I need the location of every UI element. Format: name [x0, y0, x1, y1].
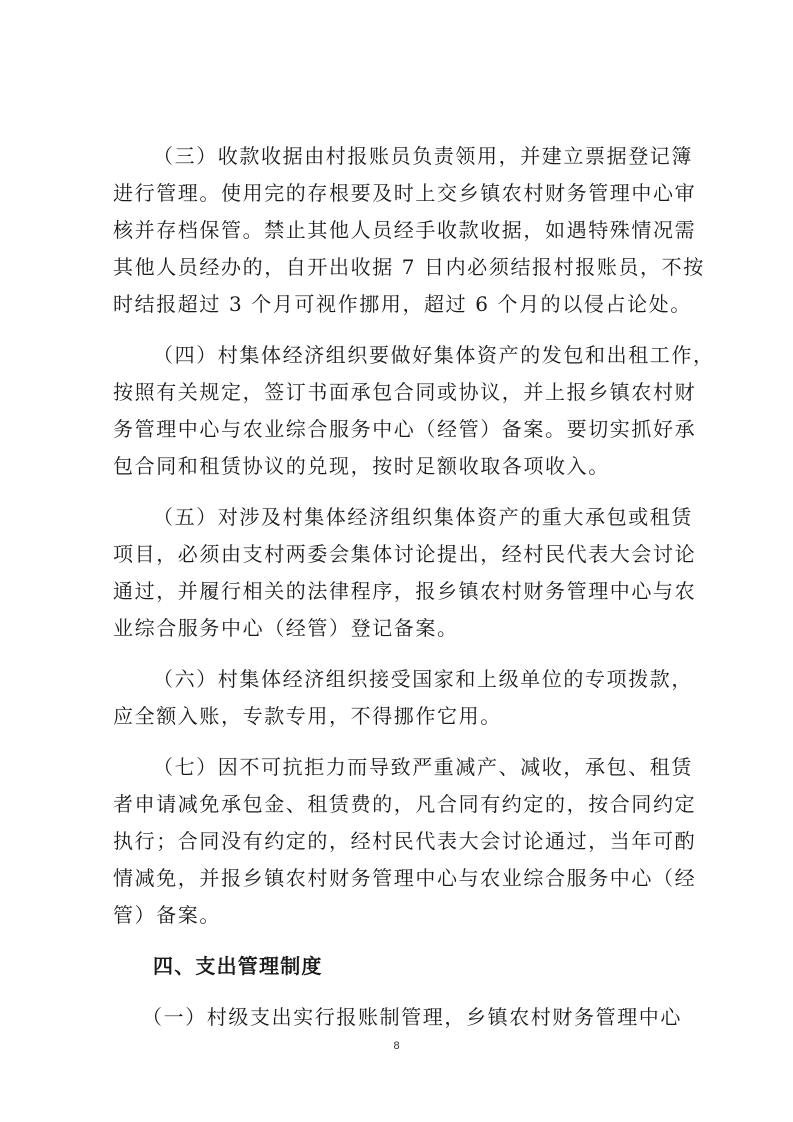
- paragraph-7-line-2: 者申请减免承包金、租赁费的，凡合同有约定的，按合同约定: [113, 792, 697, 816]
- paragraph-7-line-3: 执行；合同没有约定的，经村民代表大会讨论通过，当年可酌: [113, 829, 697, 853]
- paragraph-4-line-2: 按照有关规定，签订书面承包合同或协议，并上报乡镇农村财: [113, 380, 697, 404]
- paragraph-7-line-4: 情减免，并报乡镇农村财务管理中心与农业综合服务中心（经: [113, 866, 697, 890]
- paragraph-3-line-2: 进行管理。使用完的存根要及时上交乡镇农村财务管理中心审: [113, 181, 697, 205]
- section-heading: 四、支出管理制度: [153, 954, 323, 978]
- paragraph-6-line-1: （六）村集体经济组织接受国家和上级单位的专项拨款，: [153, 667, 693, 691]
- paragraph-7-line-1: （七）因不可抗拒力而导致严重减产、减收，承包、租赁: [153, 755, 693, 779]
- paragraph-3-line-5: 时结报超过 3 个月可视作挪用，超过 6 个月的以侵占论处。: [113, 292, 692, 316]
- paragraph-5-line-3: 通过，并履行相关的法律程序，报乡镇农村财务管理中心与农: [113, 579, 697, 603]
- paragraph-3-line-3: 核并存档保管。禁止其他人员经手收款收据，如遇特殊情况需: [113, 218, 697, 242]
- paragraph-5-line-4: 业综合服务中心（经管）登记备案。: [113, 616, 459, 640]
- paragraph-5-line-1: （五）对涉及村集体经济组织集体资产的重大承包或租赁: [153, 505, 693, 529]
- paragraph-6-line-2: 应全额入账，专款专用，不得挪作它用。: [113, 704, 502, 728]
- paragraph-5-line-2: 项目，必须由支村两委会集体讨论提出，经村民代表大会讨论: [113, 542, 697, 566]
- paragraph-3-line-1: （三）收款收据由村报账员负责领用，并建立票据登记簿: [153, 144, 693, 168]
- page-number: 8: [393, 1040, 400, 1052]
- paragraph-4-line-4: 包合同和租赁协议的兑现，按时足额收取各项收入。: [113, 454, 610, 478]
- paragraph-3-line-4: 其他人员经办的，自开出收据 7 日内必须结报村报账员，不按: [113, 255, 705, 279]
- paragraph-4-line-1: （四）村集体经济组织要做好集体资产的发包和出租工作，: [153, 343, 715, 367]
- section-paragraph-1-line-1: （一）村级支出实行报账制管理，乡镇农村财务管理中心: [142, 1005, 682, 1029]
- paragraph-4-line-3: 务管理中心与农业综合服务中心（经管）备案。要切实抓好承: [113, 417, 697, 441]
- paragraph-7-line-5: 管）备案。: [113, 903, 221, 927]
